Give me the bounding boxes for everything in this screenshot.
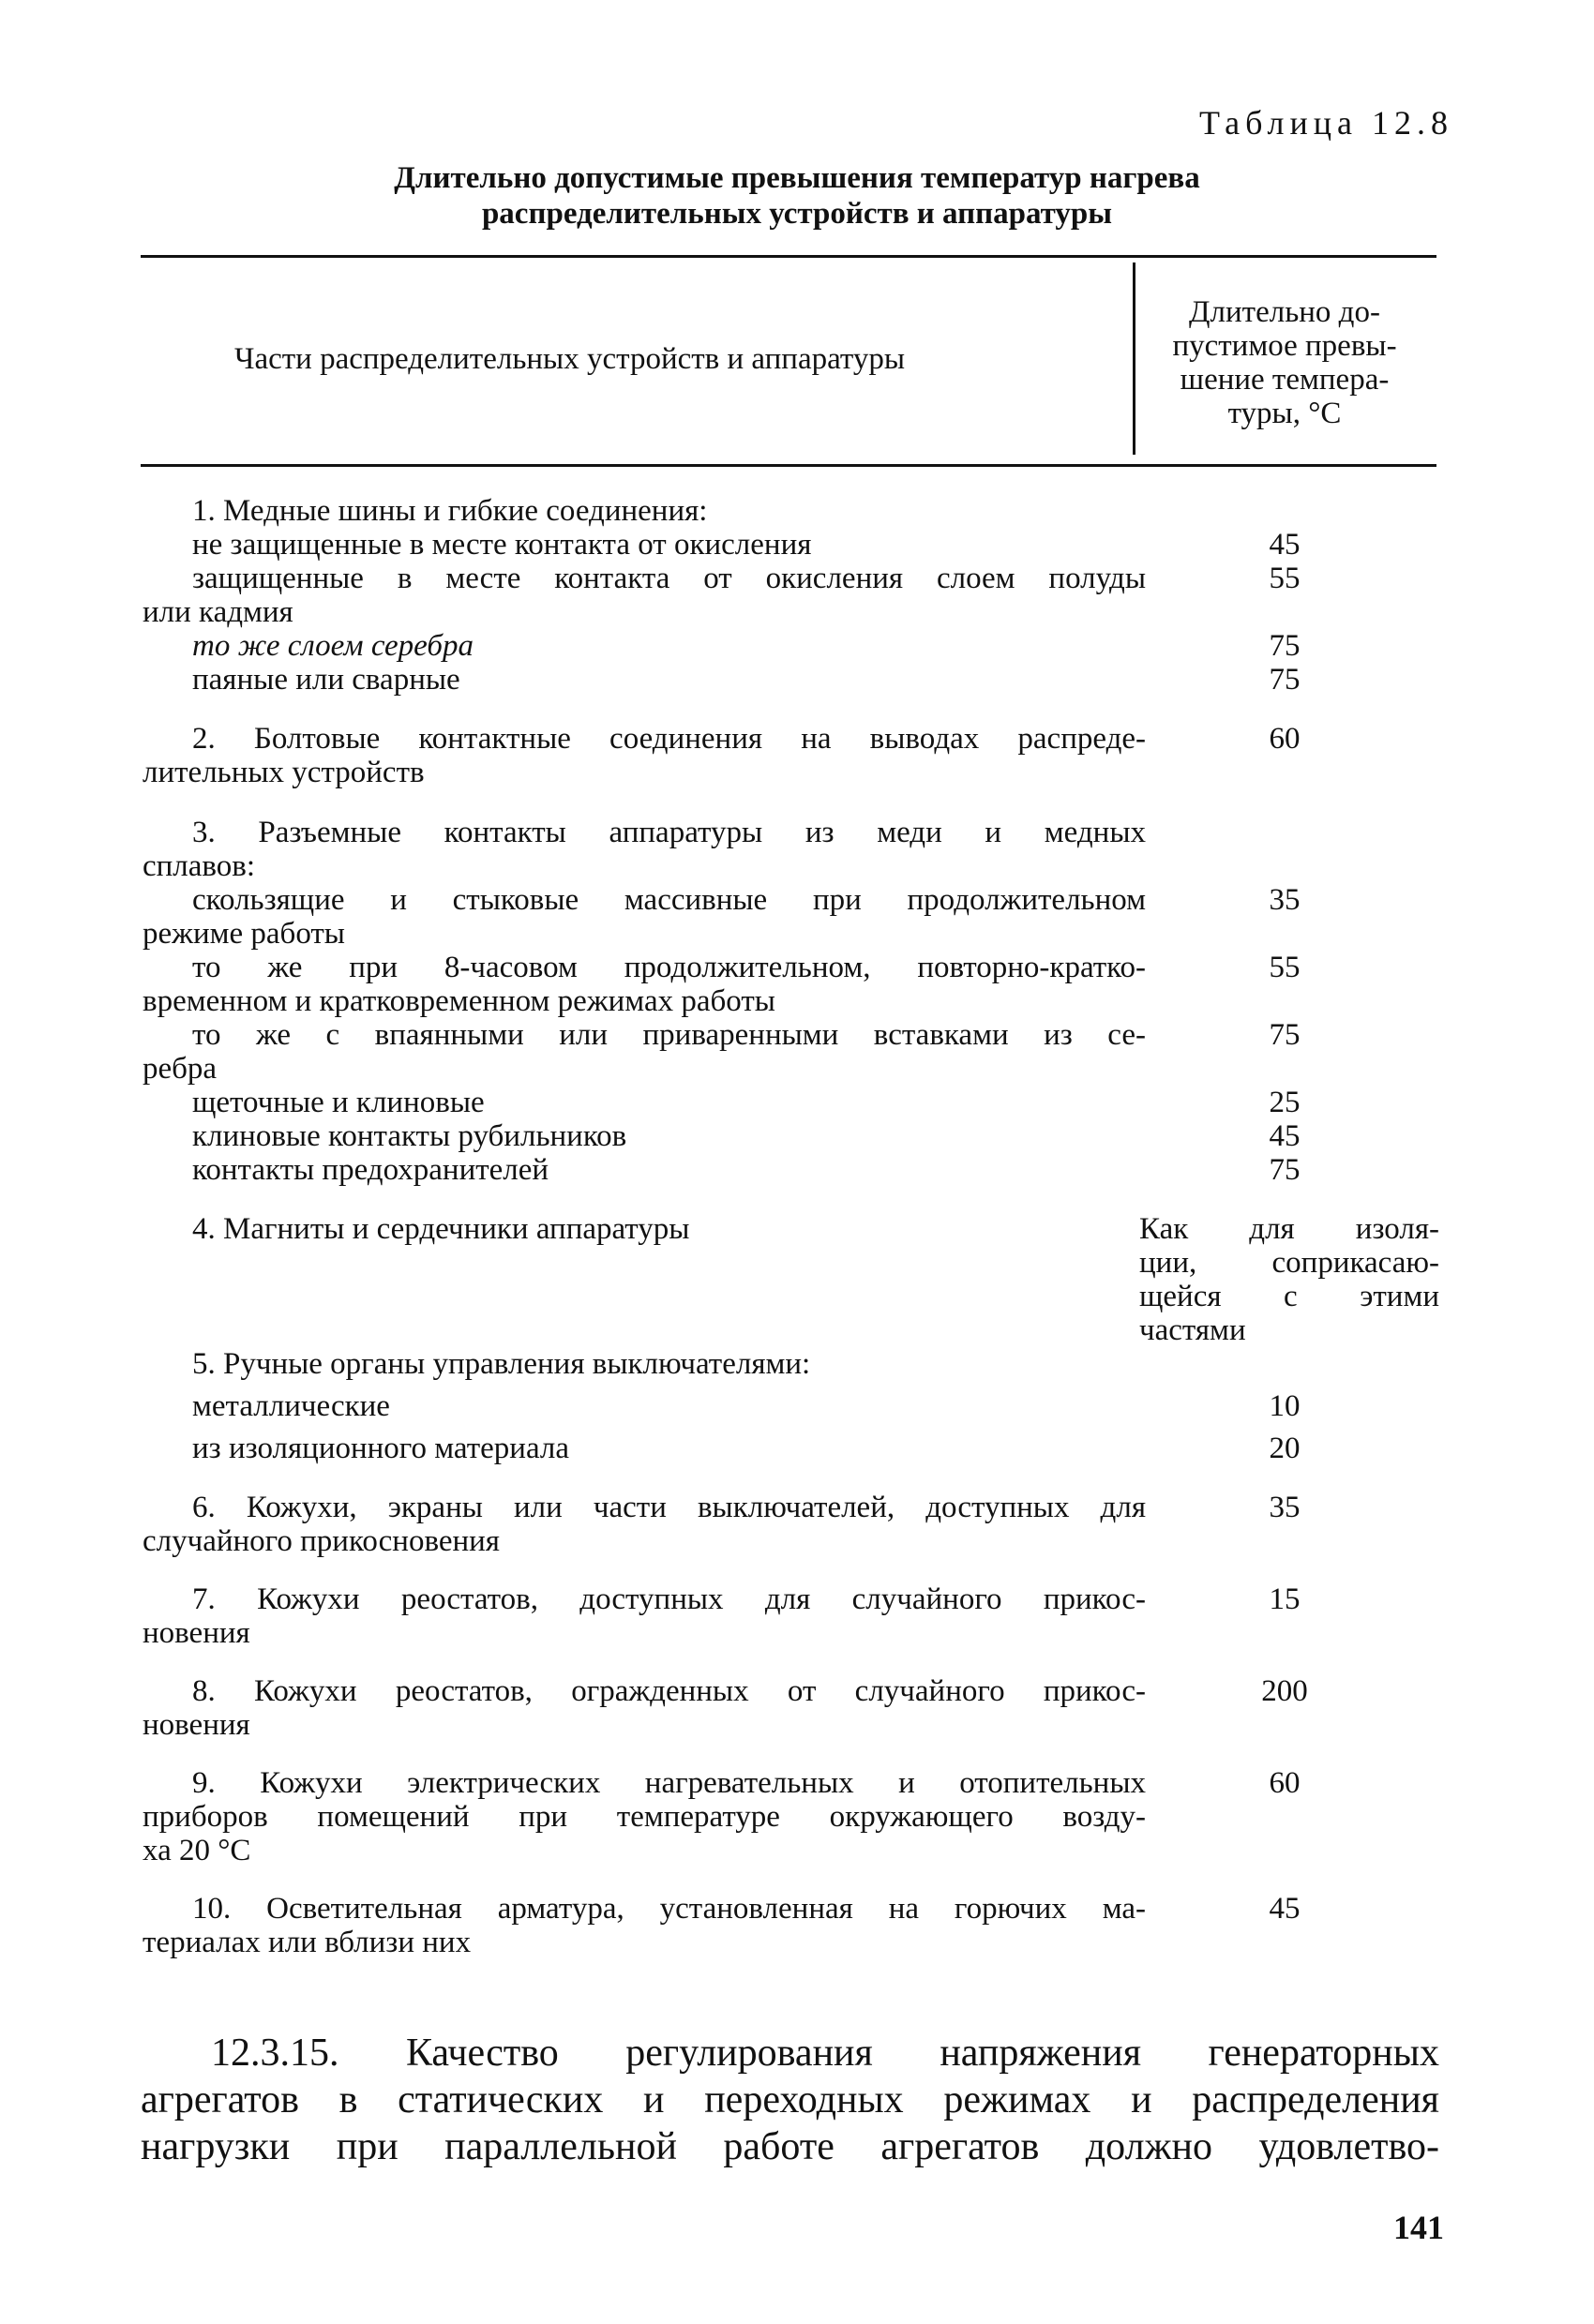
row-text: 6. Кожухи, экраны или части выключателей, доступных для [192, 1491, 1146, 1524]
note-line: ции, соприкасаю- [1139, 1246, 1439, 1280]
header-column-divider [1133, 262, 1135, 455]
row-text: териалах или вблизи них [143, 1926, 472, 1959]
table-row [192, 1119, 1196, 1153]
table-row-5-heading [192, 1347, 1196, 1381]
table-row-value: 45 [1269, 1119, 1301, 1153]
table-row-1-heading [192, 494, 1196, 528]
row-text: новения [143, 1708, 250, 1742]
table-row [143, 951, 1146, 1018]
body-paragraph [141, 2030, 1439, 2170]
row-text: из изоляционного материала [192, 1432, 569, 1465]
paragraph-line: нагрузки при параллельной работе агрегатов должно удовлетво- [141, 2125, 1439, 2168]
table-row-value: 200 [1261, 1674, 1308, 1708]
table-row-value: 25 [1269, 1086, 1301, 1119]
table-title-line-1: Длительно допустимые превышения температур нагрева [394, 161, 1200, 195]
table-row-value: 75 [1269, 629, 1301, 663]
row-text: временном и кратковременном режимах работы [143, 984, 775, 1018]
row-text: то же с впаянными или приваренными вставками из се- [192, 1018, 1146, 1052]
table-row-value: 35 [1269, 1491, 1301, 1524]
note-line: частями [1139, 1313, 1246, 1347]
row-text: контакты предохранителей [192, 1153, 549, 1187]
table-row [192, 1086, 1196, 1119]
table-row [192, 663, 1196, 697]
row-text: клиновые контакты рубильников [192, 1119, 627, 1153]
table-row-value: 60 [1269, 1766, 1301, 1800]
column-header-temperature-line: туры, °С [1227, 397, 1342, 430]
table-row-value: 45 [1269, 528, 1301, 562]
table-row [143, 883, 1146, 951]
table-row-6 [143, 1491, 1146, 1558]
table-row-value: 15 [1269, 1582, 1301, 1616]
table-row-4 [192, 1212, 1196, 1246]
table-row-value: 20 [1269, 1432, 1301, 1465]
table-top-rule [141, 255, 1436, 258]
row-text: защищенные в месте контакта от окисления слоем полуды [192, 562, 1146, 595]
table-row-value: 35 [1269, 883, 1301, 917]
row-text: 2. Болтовые контактные соединения на выводах распреде- [192, 722, 1146, 756]
row-text: лительных устройств [143, 756, 425, 789]
row-text: ребра [143, 1052, 218, 1086]
row-text: приборов помещений при температуре окружающего возду- [143, 1800, 1146, 1834]
note-line: щейся с этими [1139, 1280, 1439, 1313]
paragraph-line: 12.3.15. Качество регулирования напряжения генераторных [211, 2032, 1439, 2075]
row-text: 9. Кожухи электрических нагревательных и отопительных [192, 1766, 1146, 1800]
paragraph-line: агрегатов в статических и переходных режимах и распределения [141, 2078, 1439, 2122]
row-text: случайного прикосновения [143, 1524, 500, 1558]
row-text: то же слоем серебра [192, 629, 474, 663]
row-text: скользящие и стыковые массивные при продолжительном [192, 883, 1146, 917]
row-text: то же при 8-часовом продолжительном, повторно-кратко- [192, 951, 1146, 984]
table-row [192, 1153, 1196, 1187]
row-text: металлические [192, 1389, 390, 1423]
column-header-temperature-line: Длительно до- [1189, 295, 1380, 329]
row-text: 5. Ручные органы управления выключателями: [192, 1347, 811, 1381]
table-row-value: 75 [1269, 1018, 1301, 1052]
table-title-line-2: распределительных устройств и аппаратуры [481, 197, 1113, 231]
row-text: 10. Осветительная арматура, установленная на горючих ма- [192, 1892, 1146, 1926]
row-text: не защищенные в месте контакта от окисления [192, 528, 812, 562]
table-row [143, 1018, 1146, 1086]
table-row-value: 55 [1269, 951, 1301, 984]
table-row-value: 75 [1269, 663, 1301, 697]
row-text: 3. Разъемные контакты аппаратуры из меди и медных [192, 816, 1146, 849]
table-row-value: 55 [1269, 562, 1301, 595]
table-row [192, 1389, 1196, 1423]
table-row-value: 60 [1269, 722, 1301, 756]
table-row-value: 45 [1269, 1892, 1301, 1926]
table-row-4-note [1139, 1212, 1439, 1347]
row-text: 7. Кожухи реостатов, доступных для случайного прикос- [192, 1582, 1146, 1616]
column-header-parts: Части распределительных устройств и аппаратуры [234, 342, 906, 376]
table-row-3-heading [143, 816, 1146, 883]
column-header-temperature-line: пустимое превы- [1172, 329, 1397, 363]
page-number: 141 [1393, 2209, 1444, 2246]
table-row-9 [143, 1766, 1146, 1867]
row-text: сплавов: [143, 849, 256, 883]
table-row [192, 1432, 1196, 1465]
row-text: 8. Кожухи реостатов, огражденных от случайного прикос- [192, 1674, 1146, 1708]
row-text: 1. Медные шины и гибкие соединения: [192, 494, 708, 528]
row-text: паяные или сварные [192, 663, 460, 697]
table-row-2 [143, 722, 1146, 789]
table-row-7 [143, 1582, 1146, 1650]
table-row-8 [143, 1674, 1146, 1742]
row-text: или кадмия [143, 595, 293, 629]
column-header-temperature-line: шение темпера- [1180, 363, 1390, 397]
table-header-bottom-rule [141, 464, 1436, 467]
row-text: новения [143, 1616, 250, 1650]
table-row-value: 10 [1269, 1389, 1301, 1423]
row-text: режиме работы [143, 917, 345, 951]
table-row-value: 75 [1269, 1153, 1301, 1187]
row-text: 4. Магниты и сердечники аппаратуры [192, 1212, 690, 1246]
table-row-10 [143, 1892, 1146, 1959]
row-text: ха 20 °С [143, 1834, 251, 1867]
note-line: Как для изоля- [1139, 1212, 1439, 1246]
table-row [192, 629, 1196, 663]
table-number: Таблица 12.8 [1199, 104, 1453, 142]
column-header-temperature [1144, 295, 1425, 430]
table-row [192, 528, 1130, 562]
row-text: щеточные и клиновые [192, 1086, 485, 1119]
table-row [143, 562, 1146, 629]
